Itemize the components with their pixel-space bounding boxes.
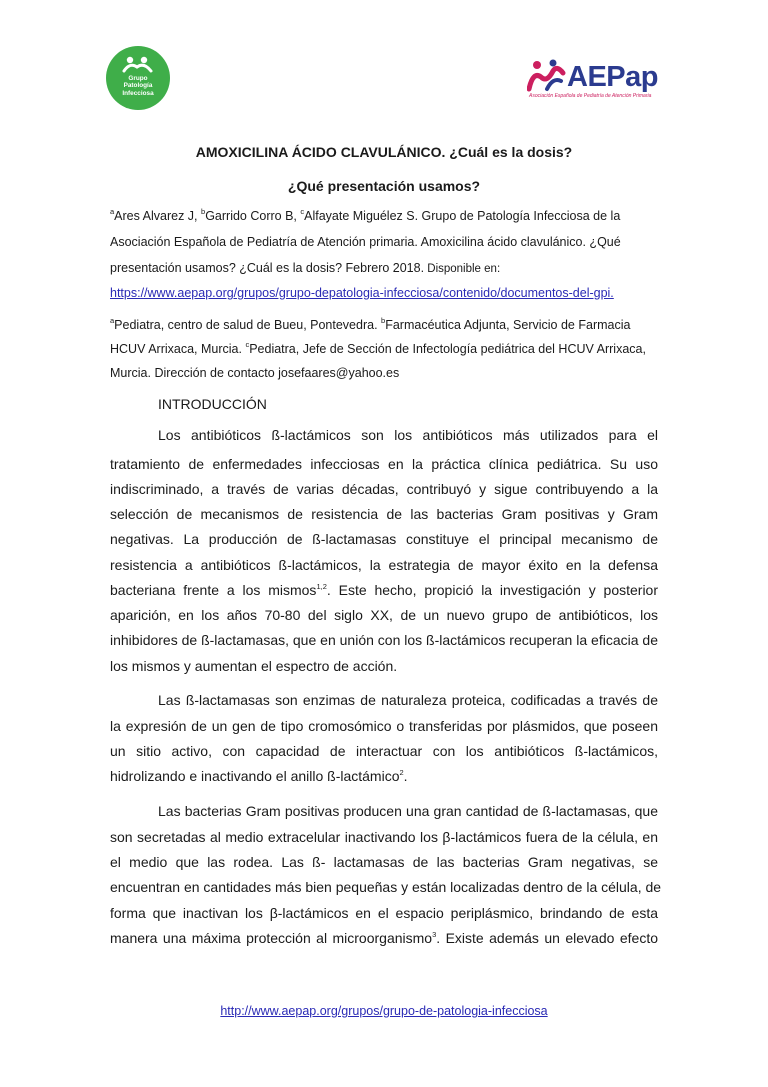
- paragraph-2-line-4: hidrolizando e inactivando el anillo ß-lactámico$^2$.: [110, 768, 408, 784]
- gpi-logo: [106, 46, 170, 110]
- gpi-logo-line3: Infecciosa: [122, 89, 154, 97]
- aepap-logo-word: AEPap: [567, 61, 658, 93]
- paragraph-1-line-7: bacteriana frente a los mismos$^{1,2}$. Este hecho, propició la investigación y posterior: [110, 582, 659, 598]
- paragraph-1-line-2: tratamiento de enfermedades infecciosas en la práctica clínica pediátrica. Su uso: [110, 456, 658, 472]
- section-heading: INTRODUCCIÓN: [158, 396, 267, 412]
- citation-url-link[interactable]: https://www.aepap.org/grupos/grupo-depatologia-infecciosa/contenido/documentos-del-gpi.: [110, 286, 614, 300]
- citation-line-2: Asociación Española de Pediatría de Atención primaria. Amoxicilina ácido clavulánico. ¿Qué: [110, 235, 621, 249]
- paragraph-3-line-5: forma que inactivan los β-lactámicos en el espacio periplásmico, brindando de esta: [110, 905, 658, 921]
- paragraph-1-line-10: los mismos y aumentan el espectro de acción.: [110, 658, 398, 674]
- citation-line-3: presentación usamos? ¿Cuál es la dosis? Febrero 2018. Disponible en:: [110, 261, 501, 275]
- paragraph-2-line-3: un sitio activo, con capacidad de interactuar con los antibióticos ß-lactámicos,: [110, 743, 658, 759]
- citation-line-1: $^a$Ares Alvarez J, $^b$Garrido Corro B, $^c$Alfayate Miguélez S. Grupo de Patología Infecciosa de la: [110, 207, 621, 223]
- paragraph-1-line-1: Los antibióticos ß-lactámicos son los antibióticos más utilizados para el: [158, 427, 658, 443]
- paragraph-1-line-4: selección de mecanismos de resistencia de las bacterias Gram positivas y Gram: [110, 506, 658, 522]
- paragraph-2-line-2: la expresión de un gen de tipo cromosómico o transferidas por plásmidos, que poseen: [110, 718, 658, 734]
- paragraph-2-line-1: Las ß-lactamasas son enzimas de naturaleza proteica, codificadas a través de: [158, 692, 658, 708]
- paragraph-3-line-3: el medio que las rodea. Las ß- lactamasas de las bacterias Gram negativas, se: [110, 854, 658, 870]
- gpi-logo-line2: Patología: [123, 82, 153, 90]
- affiliation-line-3: Murcia. Dirección de contacto josefaares@yahoo.es: [110, 366, 400, 380]
- paragraph-1-line-5: negativas. La producción de ß-lactamasas constituye el principal mecanismo de: [110, 531, 658, 547]
- people-icon: [106, 55, 170, 73]
- paragraph-3-line-1: Las bacterias Gram positivas producen una gran cantidad de ß-lactamasas, que: [158, 803, 658, 819]
- paragraph-1-line-3: indiscriminado, a través de varias décadas, contribuyó y sigue contribuyendo a la: [110, 481, 658, 497]
- paragraph-1-line-9: inhibidores de ß-lactamasas, que en unión con los ß-lactámicos recuperan la eficacia de: [110, 632, 658, 648]
- gpi-logo-line1: Grupo: [128, 74, 148, 82]
- document-subtitle: ¿Qué presentación usamos?: [287, 178, 481, 194]
- aepap-logo: [527, 55, 667, 105]
- paragraph-1-line-6: resistencia a antibióticos ß-lactámicos, la estrategia de mayor éxito en la defensa: [110, 557, 658, 573]
- aepap-logo-subtitle: Asociación Española de Pediatría de Atención Primaria: [529, 93, 652, 99]
- aepap-figures-icon: [527, 59, 571, 93]
- paragraph-3-line-4: encuentran en cantidades más bien pequeñas y están localizadas dentro de la célula, de: [110, 879, 662, 895]
- paragraph-1-line-8: aparición, en los años 70-80 del siglo XX, de un nuevo grupo de antibióticos, los: [110, 607, 658, 623]
- paragraph-3-line-6: manera una máxima protección al microorganismo$^3$. Existe además un elevado efecto: [110, 930, 658, 946]
- footer-url-link[interactable]: http://www.aepap.org/grupos/grupo-de-patologia-infecciosa: [220, 1004, 548, 1018]
- affiliation-line-2: HCUV Arrixaca, Murcia. $^c$Pediatra, Jefe de Sección de Infectología pediátrica del HCUV Arrixaca,: [110, 340, 646, 356]
- page-footer: [0, 1004, 768, 1018]
- paragraph-3-line-2: son secretadas al medio extracelular inactivando los β-lactámicos fuera de la célula, en: [110, 829, 658, 845]
- affiliation-line-1: $^a$Pediatra, centro de salud de Bueu, Pontevedra. $^b$Farmacéutica Adjunta, Servicio de Farmacia: [110, 316, 631, 332]
- document-title: AMOXICILINA ÁCIDO CLAVULÁNICO. ¿Cuál es la dosis?: [195, 144, 573, 160]
- citation-url-line: [110, 284, 658, 302]
